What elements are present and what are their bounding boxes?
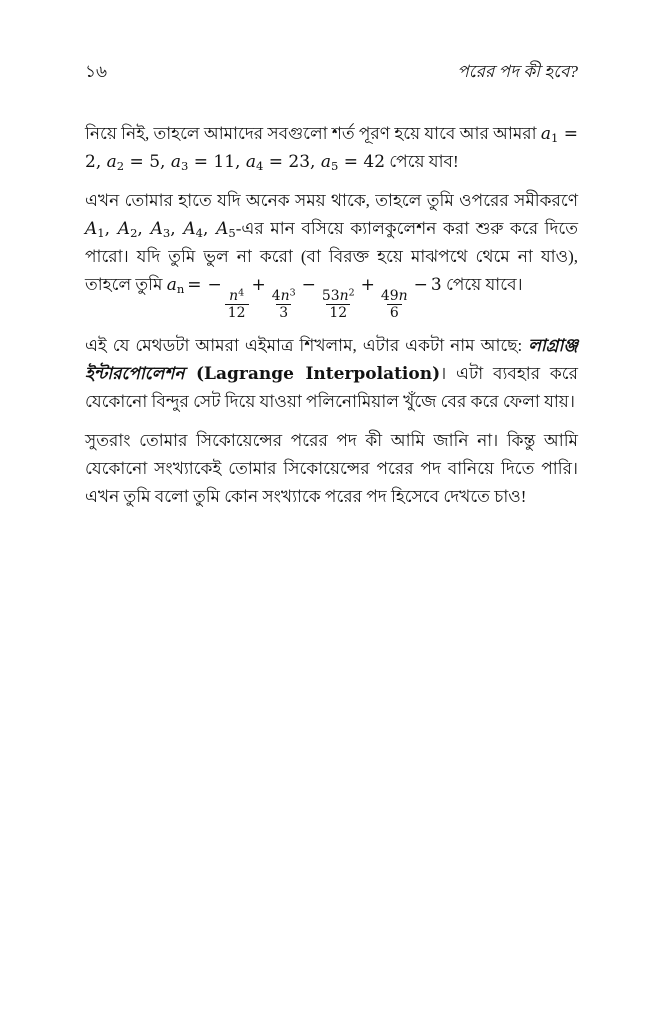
p2-text-1: এখন তোমার হাতে যদি অনেক সময় থাকে, তাহলে তুমি ওপরের সমীকরণে xyxy=(85,191,578,210)
fraction-term-4: $\frac{49n}{6}$ xyxy=(380,288,408,322)
paragraph-2 xyxy=(85,187,578,321)
fraction-term-2: $\frac{4n^3}{3}$ xyxy=(271,288,296,322)
formula-an: $a_n$ = − $\frac{n^4}{12}$ + $\frac{4n^3}{3}$ − $\frac{53n^2}{12}$ + $\frac{49n}{6}$ − 3 xyxy=(166,275,442,322)
minus-sign: − xyxy=(207,275,222,295)
p2-text-2: -এর মান বসিয়ে ক্যালকুলেশন করা শুরু করে দিতে পারো। যদি তুমি ভুল না করো (বা বিরক্ত হয়ে মাঝপথে থেমে না যাও), তাহলে তুমি xyxy=(85,219,578,294)
paragraph-1 xyxy=(85,120,578,176)
page-number: ১৬ xyxy=(85,62,108,81)
p2-text-3: পেয়ে যাবে। xyxy=(441,275,523,294)
plus-sign: + xyxy=(251,275,266,295)
minus-sign: − xyxy=(301,275,316,295)
fraction-term-1: $\frac{n^4}{12}$ xyxy=(225,288,249,321)
p4-text: সুতরাং তোমার সিকোয়েন্সের পরের পদ কী আমি জানি না। কিন্তু আমি যেকোনো সংখ্যাকেই তোমার সিকোয়েন্সের পরের পদ বানিয়ে দিতে পারি। এখন তুমি বলো তুমি কোন সংখ্যাকে পরের পদ হিসেবে দেখতে চাও! xyxy=(85,431,578,507)
body-text xyxy=(85,120,578,511)
constant-term: 3 xyxy=(430,275,442,295)
method-name-bengali: লাগ্রাঞ্জ ইন্টারপোলেশন xyxy=(85,336,578,384)
fraction-term-3: $\frac{53n^2}{12}$ xyxy=(321,288,355,322)
p1-sequence-values: $a_1 = 2$, $a_2 = 5$, $a_3 = 11$, $a_4 = 23$, $a_5 = 42$ xyxy=(85,124,578,173)
p3-text-2: । এটা ব্যবহার করে যেকোনো বিন্দুর সেট দিয়ে যাওয়া পলিনোমিয়াল খুঁজে বের করে ফেলা যায়। xyxy=(85,364,578,412)
chapter-title: পরের পদ কী হবে? xyxy=(457,62,578,81)
p2-coefficients: $A_1$, $A_2$, $A_3$, $A_4$, $A_5$ xyxy=(85,219,236,240)
p1-text-1: নিয়ে নিই, তাহলে আমাদের সবগুলো শর্ত পূরণ হয়ে যাবে আর আমরা xyxy=(85,124,541,143)
p3-text-1: এই যে মেথডটা আমরা এইমাত্র শিখলাম, এটার একটা নাম আছে: xyxy=(85,336,529,356)
p1-text-2: পেয়ে যাব! xyxy=(385,152,459,171)
running-header xyxy=(85,58,578,86)
plus-sign: + xyxy=(360,275,375,295)
paragraph-4 xyxy=(85,427,578,511)
minus-sign: − xyxy=(413,275,428,295)
paragraph-3 xyxy=(85,332,578,416)
method-name-english: (Lagrange Interpolation) xyxy=(184,364,441,385)
